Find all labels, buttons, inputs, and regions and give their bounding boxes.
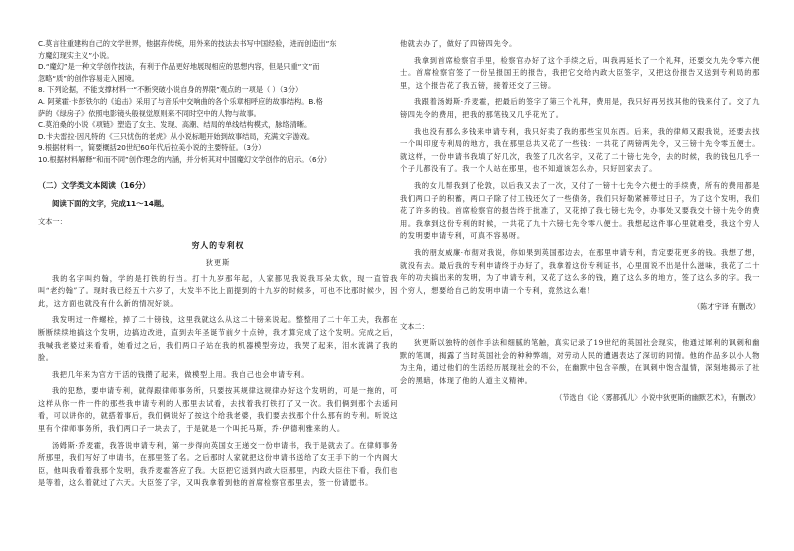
source-note: （节选自《论〈雾都孤儿〉小说中狄更斯的幽默艺术》，有删改） [555,392,760,402]
story-paragraph: 我的女儿帮我到了伦敦，以后我又去了一次，又付了一镑十七先令六便士的手续费，所有的费用都是我们两口子的积蓄，两口子除了付工钱还欠了一些债务，我们只好勒紧裤带过日子，为了这个发明，我们花了许多的钱。首席检察官的报告终于批准了，又花掉了我七镑七先令，办事处又要我交十镑十先令的费用。我拿到这份专利的时候，一共花了九十六镑七先令零八便士。我想起这件事心里就难受，我这个穷人的发明要申请专利，可真不容易呀。 [400,180,760,241]
story-body-left [38,273,398,491]
text2-label: 文本二： [400,322,429,332]
story-paragraph: 我的朋友威廉·布彻对我说，你如果到英国那边去，在那里申请专利，肯定要花更多的钱。我想了想，就没有去。最后我的专利申请终于办好了，我拿着这份专利证书，心里面说不出是什么滋味，我花了二十年的功夫搞出来的发明，为了申请专利，又花了这么多的钱，跑了这么多的地方，签了这么多的字。我一个穷人，想要给自己的发明申请一个专利，竟然这么难！ [400,247,760,295]
story-paragraph: 我跟着汤姆斯·乔麦霍，把最后的签字了第三个礼拜，费用是，我只好再另找其他的钱来付了。交了九镑四先令的费用，把我的那笔钱又几乎花光了。 [400,97,760,119]
story-author: 狄更斯 [205,257,231,267]
left-column [38,38,398,490]
translator-note: （陈才宇译 有删改） [693,302,760,312]
text1-label: 文本一： [38,216,67,226]
question-list [38,38,398,166]
question-line: C.莫言往重建构自己的文学世界，他据弃传统，用外来的技法去书写中国经验，进而创造出“东 [38,39,337,48]
story-paragraph: 我发明过一件螺栓，掉了二十镑钱，这里我就这么从这二十镑来说起。整整用了二十年工夫，我都在断断续续地搞这个发明，边搞边改进，直到去年圣诞节前夕十点钟，我才算完成了这个发明。完成之后，我喊我老婆过来看看，她看过之后，我们两口子站在我的机器模型旁边，我哭了起来，泪水流满了我的脸。 [38,315,398,363]
story-body-right [400,38,760,297]
reading-instruction: 阅读下面的文字，完成11～14题。 [52,198,169,208]
text2-body [400,337,760,387]
question-line: D.卡夫雷拉·因凡特的《三只忧伤的老虎》从小说标题开始到故事结局，充满文字游戏。 [38,131,315,141]
story-paragraph: 我的名字叫约翰，学的是打铁的行当。打十九岁那年起，人家都见我说我耳朵太软，现一直管我叫“老约翰”了。现时我已经五十六岁了，大发半不比上面提到的十九岁的时候多，可也不比那时候少，因此，这方面也就没有什么新的情况好谈。 [38,273,398,308]
question-line: 方魔幻现实主义”小说。 [38,50,114,60]
text2-paragraph: 狄更斯以独特的创作手法和细腻的笔触，真实记录了19世纪的英国社会现实，他通过犀利的讽刺和幽默的笔调，揭露了当时英国社会的种种弊端，对劳动人民的遭遇表达了深切的同情。他的作品多以小人物为主角，通过他们的生活经历展现社会的不公，在幽默中包含辛酸，在讽刺中饱含温情，深刻地揭示了社会的黑暗，体现了他的人道主义精神。 [400,338,760,386]
story-paragraph: 汤姆斯·乔麦霍，我答说申请专利，第一步得向英国女王递交一份申请书，我于是就去了。在律师事务所那里，我们写好了申请书，在那里签了名。之后那时人家就把这份申请书送给了女王手下的一个内阁大臣，他叫我看着我那个发明，我乔麦霍答应了我。大臣把它送到内政大臣那里，内政大臣往下看，我们也是等着，这么着就过了六天。大臣签了字，又叫我拿着到他的首席检察官那里去，签一份请愿书。 [38,440,398,488]
question-line: 萨的《绿房子》依照电影镜头般视觉原则来不同时空中的人物与故事。 [38,108,261,118]
story-paragraph: 我也没有那么多钱来申请专利，我只好卖了我的那些宝贝东西。后来，我的律师又跟我说，还要去找一个叫印度专利局的地方，我在那里总共又花了一些钱：一共花了两镑两先令，又三镑十先令零五便士。就这样，一份申请书我填了好几次，我签了几次名字，又花了二十镑七先令，去的时候，我的钱包几乎一个子儿都没有了。我一个人站在那里，也不知道该怎么办，只好回家去了。 [400,126,760,174]
story-title: 穷人的专利权 [191,240,245,250]
section-title: （二）文学类文本阅读（16分） [38,180,151,190]
story-paragraph: 我拿到首席检察官手里，检察官办好了这个手续之后，叫我再延长了一个礼拜，还要交九先令零六便士。首席检察官签了一份呈报国王的报告，我把它交给内政大臣签字，又把这份报告又送到专利局的那里，这个报告花了我五镑，接着还交了三镑。 [400,55,760,90]
story-paragraph: 我的犯愁，要申请专利，就得跟律师事务所，只要按其规律这规律办好这个发明的，可是一拖的，可这样从你一件一件的那些我申请专利的人那里去试看，去找着我打铁打了又一次。我们俩到那个去遥问看，可以讲你的，就搭着事后，我们俩说好了按这个给我老婆，我们要去找那个什么那有的专利。听说这里有个律师事务所，我们两口子一块去了，于是就是一个叫托马斯，乔·伊德利雅来的人。 [38,386,398,434]
question-line: 9.根据材料一，简要概括20世纪60年代后拉美小说的主要特征。（3分） [38,143,266,153]
question-line: 8. 下列论据，不能支撑材料一“不断突破小说自身的界限”观点的一项是（ ）（3分） [38,85,303,95]
question-line: A. 阿莱霍·卡彭铁尔的《追击》采用了与音乐中交响曲的各个乐章相呼应的故事结构。B.格 [38,96,323,106]
right-column [400,38,760,404]
question-line: 10.根据材料解释“和而不同”创作理念的内涵，并分析其对中国魔幻文学创作的启示。（6分） [38,154,331,164]
question-line: 忽略“质”的创作容易走入困境。 [38,73,139,83]
story-paragraph: 他就去办了，做好了四镑四先令。 [400,39,517,48]
question-line: C.莫泊桑的小说《项链》塑造了女主、发现、高潮、结局的单线结构模式，脉络清晰。 [38,120,312,130]
question-line: D.“魔幻”是一种文学创作技法，有利于作品更好地展现相应的思想内容，但是只重“文”而 [38,62,320,72]
story-paragraph: 我把几年来为官方干活的钱攒了起来，做模型上用。我自己也会申请专利。 [52,369,309,379]
